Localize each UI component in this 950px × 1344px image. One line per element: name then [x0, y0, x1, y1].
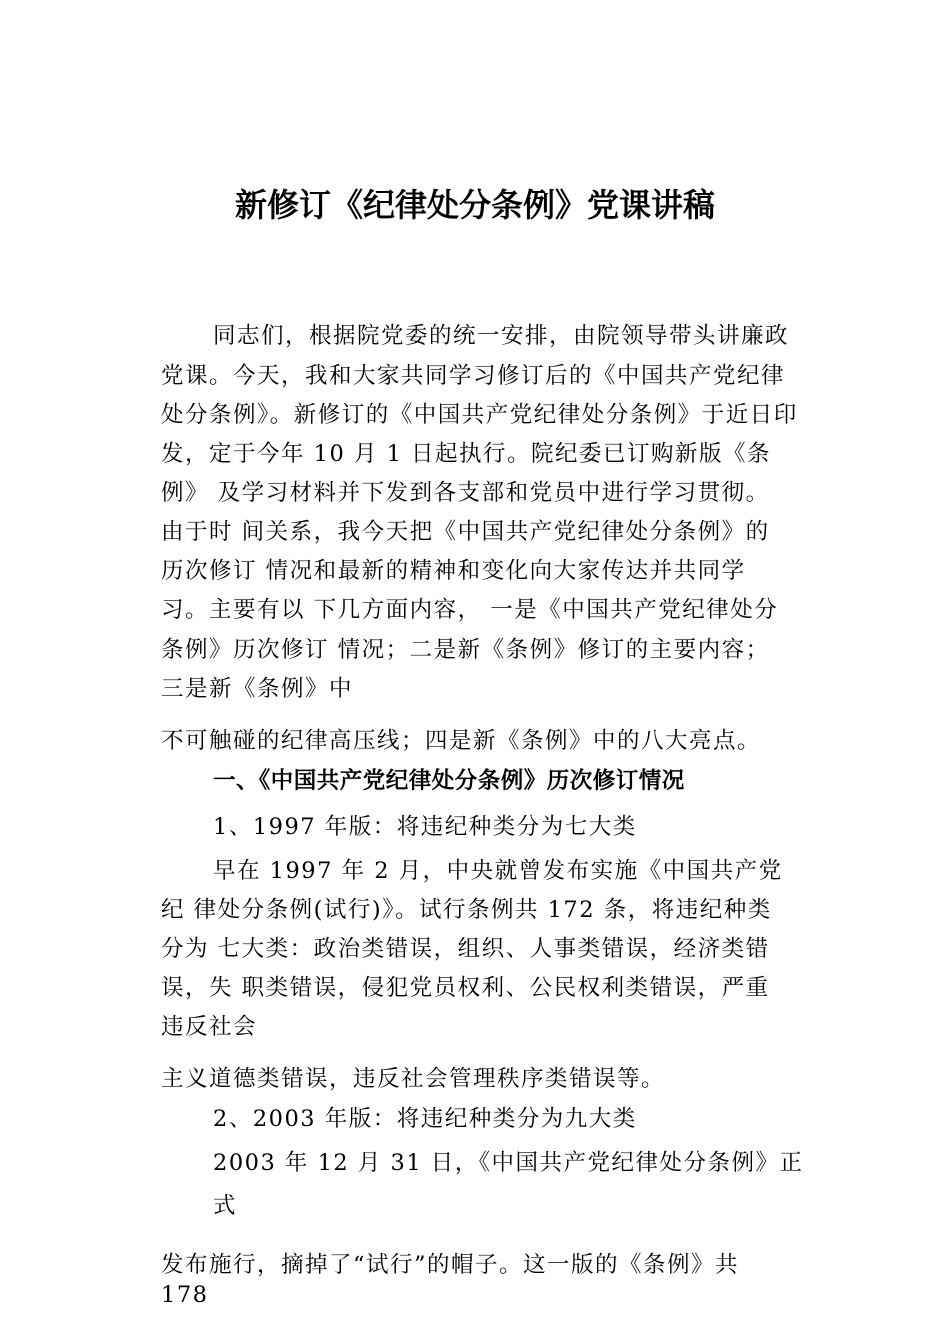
paragraph-line: 党课。今天，我和大家共同学习修订后的《中国共产党纪律 — [161, 363, 786, 389]
section-heading: 一、《中国共产党纪律处分条例》历次修订情况 — [213, 768, 685, 794]
paragraph-line: 发，定于今年 10 月 1 日起执行。院纪委已订购新版《条 — [161, 441, 772, 467]
paragraph-line: 发布施行，摘掉了“试行”的帽子。这一版的《条例》共 — [161, 1252, 740, 1278]
paragraph-line: 式 — [213, 1193, 238, 1219]
paragraph-line: 不可触碰的纪律高压线；四是新《条例》中的八大亮点。 — [161, 728, 762, 754]
paragraph-line: 三是新《条例》中 — [161, 676, 354, 702]
paragraph-line: 2003 年 12 月 31 日，《中国共产党纪律处分条例》正 — [213, 1150, 804, 1176]
paragraph-line: 例》 及学习材料并下发到各支部和党员中进行学习贯彻。 — [161, 480, 770, 506]
paragraph-line: 由于时 间关系，我今天把《中国共产党纪律处分条例》的 — [161, 519, 770, 545]
paragraph-line: 习。主要有以 下几方面内容， 一是《中国共产党纪律处分 — [161, 597, 779, 623]
paragraph-line: 纪 律处分条例(试行)》。试行条例共 172 条，将违纪种类 — [161, 897, 772, 923]
paragraph-line: 历次修订 情况和最新的精神和变化向大家传达并共同学 — [161, 558, 746, 584]
subsection-heading: 2、2003 年版：将违纪种类分为九大类 — [213, 1106, 637, 1132]
paragraph-line: 主义道德类错误，违反社会管理秩序类错误等。 — [161, 1066, 666, 1092]
document-title: 新修订《纪律处分条例》党课讲稿 — [234, 186, 715, 224]
paragraph-line: 违反社会 — [161, 1014, 258, 1040]
paragraph-line: 条例》历次修订 情况；二是新《条例》修订的主要内容； — [161, 637, 770, 663]
paragraph-line: 178 — [161, 1282, 209, 1308]
subsection-heading: 1、1997 年版：将违纪种类分为七大类 — [213, 814, 637, 840]
paragraph-line: 处分条例》。新修订的《中国共产党纪律处分条例》于近日印 — [161, 402, 798, 428]
paragraph-line: 早在 1997 年 2 月，中央就曾发布实施《中国共产党 — [213, 858, 783, 884]
paragraph-line: 误，失 职类错误，侵犯党员权利、公民权利类错误，严重 — [161, 975, 770, 1001]
paragraph-line: 分为 七大类：政治类错误，组织、人事类错误，经济类错 — [161, 936, 770, 962]
paragraph-line: 同志们，根据院党委的统一安排，由院领导带头讲廉政 — [213, 323, 790, 349]
